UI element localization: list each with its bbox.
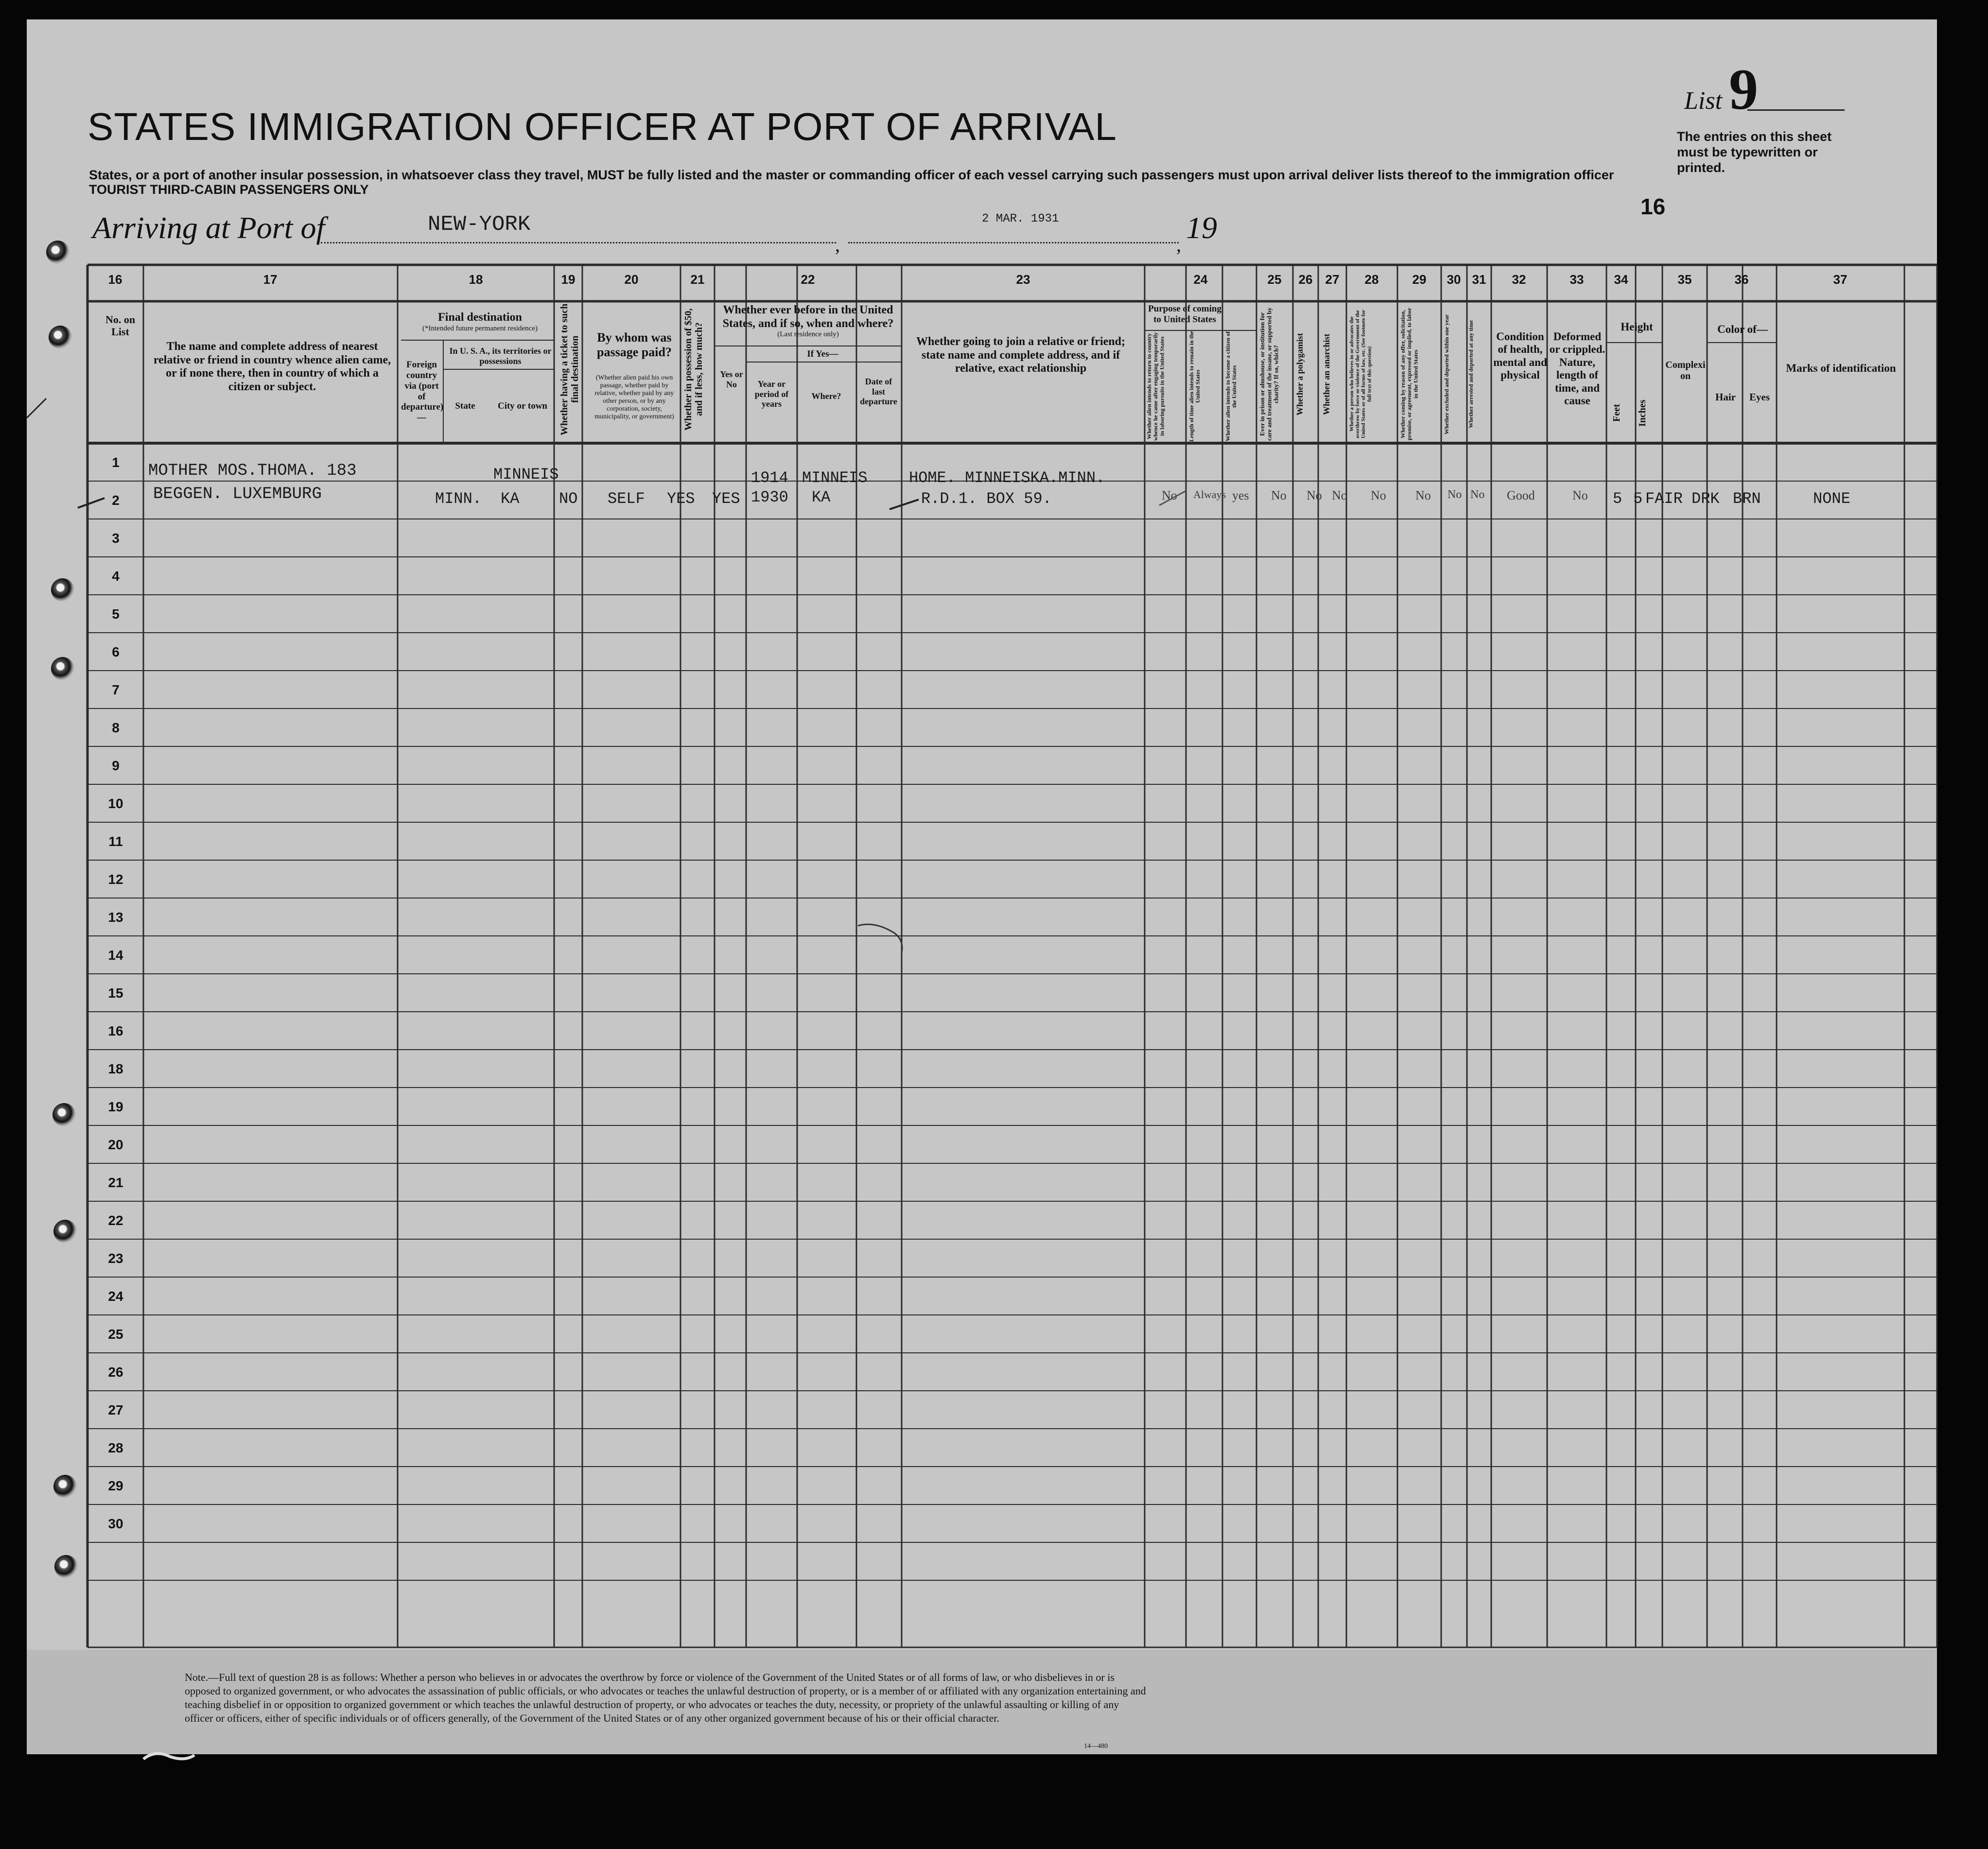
row-number: 7 — [112, 682, 120, 697]
entry-relative-line1: MOTHER MOS.THOMA. 183 — [148, 462, 357, 480]
header-passage-note: (Whether alien paid his own passage, whether paid by relative, whether paid by any other person, or by any corporation, society, municipality, or government) — [594, 374, 674, 421]
row-number: 5 — [112, 606, 120, 622]
entry-dest-city-line2: KA — [501, 490, 520, 508]
column-number: 24 — [1193, 272, 1208, 287]
entry-joining-line1: HOME. MINNEISKA.MINN. — [909, 469, 1105, 487]
row-number: 1 — [112, 455, 120, 470]
header-foreign-country: Foreign country via (port of departure)— — [401, 360, 444, 423]
row-number: 2 — [112, 493, 120, 508]
header-ticket: Whether having a ticket to such final destination — [559, 303, 580, 435]
port-value: NEW-YORK — [428, 212, 531, 237]
header-purpose-b: Length of time alien intends to remain in the United States — [1188, 331, 1202, 442]
header-polygamist: Whether a polygamist — [1295, 333, 1305, 415]
header-ever-before-note: (Last residence only) — [777, 330, 839, 338]
entry-purpose-c: yes — [1232, 488, 1249, 502]
header-prison: Ever in prison or almshouse, or institution for care and treatment of the insane, or supported by charity? If so, which? — [1258, 307, 1280, 441]
header-passage: By whom was passage paid? — [597, 330, 672, 359]
form-code: 14—480 — [1084, 1743, 1108, 1750]
entry-offer: No — [1415, 488, 1431, 502]
entry-marks: NONE — [1813, 490, 1850, 508]
entry-complexion: FAIR — [1645, 490, 1683, 508]
column-number: 19 — [561, 272, 575, 287]
row-number: 6 — [112, 644, 120, 659]
row-number: 18 — [108, 1061, 123, 1076]
header-overthrow: Whether a person who believes in or advocates the overthrow by force or violence of the Government of the United States or of all forms of law, etc. (See footnote for full text of this question) — [1349, 310, 1373, 439]
typewritten-note: The entries on this sheet must be typewritten or printed. — [1677, 129, 1832, 175]
row-number: 23 — [108, 1251, 123, 1266]
header-complexion: Complexion — [1665, 360, 1706, 381]
row-number: 20 — [108, 1137, 123, 1152]
header-ever-before: Whether ever before in the United States, and if so, when and where? — [722, 304, 894, 330]
comma-1: , — [835, 234, 840, 256]
list-number: 9 — [1729, 57, 1759, 121]
entry-ticket: NO — [559, 490, 578, 508]
header-no-on-list-label: No. on List — [105, 313, 136, 338]
column-number: 34 — [1614, 272, 1628, 287]
header-offer: Whether coming by reason of any offer, solicitation, promise, or agreement, expressed or implied, to labor in the United States — [1399, 308, 1419, 441]
entry-purpose-b: Always — [1193, 488, 1226, 501]
entry-hair: DRK — [1692, 490, 1720, 508]
header-anarchist: Whether an anarchist — [1322, 333, 1331, 415]
pencil-scribble — [858, 924, 902, 952]
row-number: 16 — [108, 1023, 123, 1038]
row-number: 21 — [108, 1175, 123, 1190]
column-number: 32 — [1512, 272, 1526, 287]
column-number: 18 — [469, 272, 483, 287]
header-excluded: Whether excluded and deported within one year — [1443, 314, 1450, 434]
entry-deformed: No — [1572, 488, 1588, 502]
column-number: 30 — [1447, 272, 1461, 287]
entry-ever-before: YES — [712, 490, 740, 508]
entry-joining-line2: R.D.1. BOX 59. — [921, 490, 1052, 508]
header-city: City or town — [497, 401, 548, 411]
column-number: 17 — [263, 272, 278, 287]
row-number: 26 — [108, 1365, 123, 1380]
column-number: 21 — [690, 272, 705, 287]
entry-relative-line2: BEGGEN. LUXEMBURG — [153, 485, 322, 503]
header-final-destination: Final destination — [438, 311, 522, 324]
header-purpose-c: Whether alien intends to become a citizen of the United States — [1224, 331, 1238, 442]
arriving-label: Arriving at Port of — [92, 210, 325, 245]
entry-eyes: BRN — [1733, 490, 1761, 508]
header-if-yes: If Yes— — [807, 349, 838, 359]
row-number: 22 — [108, 1213, 123, 1228]
column-number: 23 — [1016, 272, 1030, 287]
column-number: 28 — [1364, 272, 1379, 287]
column-number: 26 — [1298, 272, 1313, 287]
check-mark-purpose — [1159, 491, 1186, 505]
row-number: 13 — [108, 910, 123, 925]
row-number: 19 — [108, 1099, 123, 1114]
footer-note: Note.—Full text of question 28 is as follows: Whether a person who believes in or advocates the overthrow by force or violence of the Government of the United States or of all forms of law, or who disbelieves in or is opposed to organized government, or who advocates the assassination of public officials, or who advocates or teaches the unlawful destruction of property, or is a member of or affiliated with any organization entertaining and teaching disbelief in or opposition to organized government or which teaches the unlawful destruction of property, or who advocates or teaches the duty, necessity, or propriety of the unlawful assaulting or killing of any officer or officers, either of specific individuals or of officers generally, of the Government of the United States or of any other organized government because of his or their official character. — [185, 1671, 1146, 1724]
header-date-departure: Date of last departure — [860, 377, 897, 407]
entry-dest-city-line1: MINNEIS — [493, 466, 559, 484]
check-mark-joining — [889, 500, 919, 509]
row-number: 9 — [112, 758, 120, 773]
header-final-destination-note: (*Intended future permanent residence) — [422, 325, 538, 332]
entry-overthrow: No — [1371, 488, 1386, 502]
list-label: List — [1684, 87, 1723, 115]
entry-anarchist: No — [1332, 488, 1347, 502]
page-title: STATES IMMIGRATION OFFICER AT PORT OF ARRIVAL — [87, 105, 1117, 148]
column-number: 25 — [1267, 272, 1282, 287]
header-deformed: Deformed or crippled. Nature, length of time, and cause — [1549, 330, 1605, 407]
footer-scribble — [143, 1754, 194, 1759]
column-number: 35 — [1677, 272, 1692, 287]
column-number: 33 — [1569, 272, 1584, 287]
header-where: Where? — [811, 391, 841, 401]
entry-feet: 5 — [1613, 490, 1622, 508]
row-number: 11 — [108, 834, 123, 849]
header-purpose: Purpose of coming to United States — [1148, 304, 1221, 325]
row-number: 8 — [112, 720, 120, 735]
header-yes-no: Yes or No — [720, 369, 743, 389]
instruction-text: States, or a port of another insular possession, in whatsoever class they travel, MUST be fully listed and the master or commanding officer of each vessel carrying such passengers must upon arrival deliver lists thereof to the immigration officer — [89, 168, 1614, 182]
header-feet: Feet — [1611, 404, 1622, 422]
entry-where-line1: MINNEIS — [802, 469, 868, 487]
header-inches: Inches — [1637, 399, 1648, 427]
column-number: 27 — [1325, 272, 1340, 287]
row-number: 27 — [108, 1402, 123, 1417]
row-number: 28 — [108, 1440, 123, 1455]
header-relative: The name and complete address of nearest relative or friend in country whence alien came, or if none there, then in country of which a citizen or subject. — [153, 340, 391, 393]
row-number: 3 — [112, 531, 120, 546]
row-number: 25 — [108, 1327, 123, 1342]
entry-arrested: No — [1470, 488, 1485, 501]
class-label: TOURIST THIRD-CABIN PASSENGERS ONLY — [89, 182, 369, 197]
entry-excluded: No — [1447, 488, 1462, 501]
header-year: Year or period of years — [754, 379, 789, 409]
column-number: 16 — [108, 272, 122, 287]
header-health: Condition of health, mental and physical — [1493, 330, 1547, 381]
header-eyes: Eyes — [1749, 391, 1770, 403]
entry-year-line1: 1914 — [751, 469, 788, 487]
header-color: Color of— — [1717, 323, 1768, 335]
header-joining: Whether going to join a relative or friend; state name and complete address, and if relative, exact relationship — [916, 335, 1125, 375]
entry-health: Good — [1507, 488, 1535, 502]
entry-purpose-a: No — [1162, 488, 1177, 502]
header-usa: In U. S. A., its territories or possessions — [449, 346, 552, 366]
margin-tick — [27, 398, 46, 418]
row-number: 10 — [108, 796, 123, 811]
header-height: Height — [1621, 321, 1653, 333]
row-number: 29 — [108, 1478, 123, 1493]
row-number: 15 — [108, 985, 123, 1001]
entry-where-line2: KA — [812, 488, 831, 506]
column-number: 20 — [624, 272, 639, 287]
check-mark-row-1 — [78, 498, 105, 508]
row-number: 14 — [108, 948, 123, 963]
entry-prison: No — [1271, 488, 1287, 502]
column-number: 31 — [1472, 272, 1486, 287]
column-number: 37 — [1833, 272, 1848, 287]
header-arrested: Whether arrested and deported at any time — [1467, 320, 1474, 429]
comma-2: , — [1176, 234, 1181, 256]
column-number: 36 — [1734, 272, 1749, 287]
year-prefix: 19 — [1186, 210, 1217, 245]
entry-passage-paid: SELF — [608, 490, 645, 508]
row-number: 12 — [108, 872, 123, 887]
header-fifty-dollars: Whether in possession of $50, and if less, how much? — [683, 308, 704, 431]
header-state: State — [455, 401, 475, 411]
sheet-number: 16 — [1640, 194, 1666, 219]
entry-fifty-dollars: YES — [667, 490, 695, 508]
header-purpose-a: Whether alien intends to return to country whence he came after engaging temporarily in laboring pursuits in the United States — [1146, 332, 1166, 441]
column-number: 22 — [801, 272, 815, 287]
date-stamp: 2 MAR. 1931 — [982, 212, 1059, 225]
column-number: 29 — [1412, 272, 1427, 287]
entry-year-line2: 1930 — [751, 488, 788, 506]
header-marks: Marks of identification — [1786, 362, 1896, 374]
row-number: 4 — [112, 569, 120, 584]
row-number: 30 — [108, 1516, 123, 1531]
entry-inches: 5 — [1633, 490, 1643, 508]
row-number: 24 — [108, 1289, 123, 1304]
entry-polygamist: No — [1307, 488, 1322, 502]
entry-dest-state: MINN. — [435, 490, 482, 508]
header-hair: Hair — [1715, 391, 1736, 403]
